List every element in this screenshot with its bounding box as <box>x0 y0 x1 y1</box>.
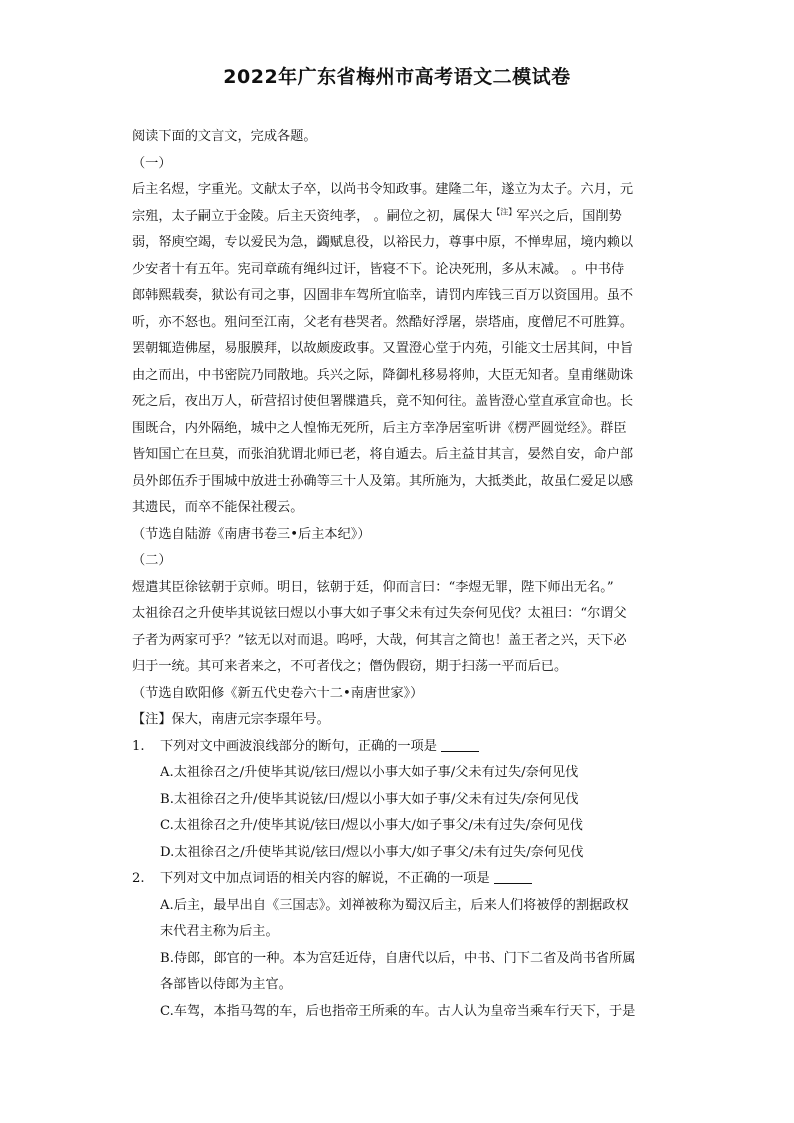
option-c[interactable]: C.太祖徐召之升/使毕其说/铉曰/煜以小事大/如子事父/未有过失/奈何见伐 <box>160 818 583 833</box>
passage-line-text: 宗殂，太子嗣立于金陵。后主天资纯孝， 。嗣位之初，属保大 <box>132 208 493 224</box>
section-label-2: （二） <box>132 553 172 568</box>
passage-line: 后主名煜，字重光。文献太子卒，以尚书令知政事。建隆二年，遂立为太子。六月，元 <box>132 182 634 197</box>
question-stem <box>160 871 532 886</box>
option-c[interactable]: C.车驾，本指马驾的车，后也指帝王所乘的车。古人认为皇帝当乘车行天下，于是 <box>160 1003 636 1019</box>
source-citation-1: （节选自陆游《南唐书卷三•后主本纪》） <box>132 526 371 542</box>
question-2 <box>132 866 672 1025</box>
passage-line: 皆知国亡在旦莫，而张洎犹谓北师已老，将自遁去。后主益甘其言，晏然自安，命户部 <box>132 447 634 462</box>
question-stem-text: 下列对文中加点词语的相关内容的解说，不正确的一项是 <box>160 871 490 886</box>
passage-line: 围既合，内外隔绝，城中之人惶怖无死所，后主方幸净居室听讲《楞严圆觉经》。群臣 <box>132 420 627 436</box>
source-citation-2: （节选自欧阳修《新五代史卷六十二•南唐世家》） <box>132 685 424 701</box>
option-a[interactable]: A.后主，最早出自《三国志》。刘禅被称为蜀汉后主，后来人们将被俘的割据政权 <box>160 897 629 913</box>
option-b-continued: 各部皆以侍郎为主官。 <box>160 977 292 992</box>
question-number: 1. <box>132 738 145 754</box>
passage-line <box>132 204 672 231</box>
passage-line: 听，亦不怒也。殂问至江南，父老有巷哭者。然酷好浮屠，崇塔庙，度僧尼不可胜算。 <box>132 314 634 330</box>
page-title: 2022年广东省梅州市高考语文二模试卷 <box>223 66 571 88</box>
passage-line: 煜遣其臣徐铉朝于京师。明日，铉朝于廷，仰而言曰：“李煜无罪，陛下师出无名。” <box>132 579 614 595</box>
passage-1 <box>132 177 672 522</box>
passage-line: 郎韩熙载奏，狱讼有司之事，囚圄非车驾所宜临幸，请罚内库钱三百万以资国用。虽不 <box>132 288 634 303</box>
passage-line: 其遗民，而卒不能保社稷云。 <box>132 500 304 515</box>
answer-blank[interactable] <box>441 738 479 752</box>
option-b[interactable]: B.侍郎，郎官的一种。本为宫廷近侍，自唐代以后，中书、门下二省及尚书省所属 <box>160 950 636 966</box>
passage-line: 归于一统。其可来者来之，不可者伐之；僭伪假窃，期于扫荡一平而后已。 <box>132 659 568 674</box>
section-label-1: （一） <box>132 155 172 171</box>
question-number: 2. <box>132 871 145 886</box>
passage-line: 弱，帑庾空竭，专以爱民为急，蠲赋息役，以裕民力，尊事中原，不惮卑屈，境内赖以 <box>132 235 634 250</box>
intro-text: 阅读下面的文言文，完成各题。 <box>132 129 317 144</box>
passage-line: 子者为两家可乎？”铉无以对而退。呜呼，大哉，何其言之简也！盖王者之兴，天下必 <box>132 632 627 648</box>
passage-line: 由之而出，中书密院乃同散地。兵兴之际，降御札移易将帅，大臣无知者。皇甫继勋诛 <box>132 367 634 383</box>
footnote-ref: 【注】 <box>492 207 517 217</box>
option-b[interactable]: B.太祖徐召之升/使毕其说铉/曰/煜以小事大如子事/父未有过失/奈何见伐 <box>160 791 579 807</box>
passage-line: 死之后，夜出万人，斫营招讨使但署牒遣兵，竟不知何往。盖皆澄心堂直承宣命也。长 <box>132 394 634 409</box>
passage-line: 太祖徐召之升使毕其说铉曰煜以小事大如子事父未有过失奈何见伐？太祖曰：“尔谓父 <box>132 606 627 621</box>
answer-blank[interactable] <box>494 870 532 884</box>
passage-line-tail: 军兴之后，国削势 <box>516 208 622 224</box>
passage-line: 罢朝辄造佛屋，易服膜拜，以故颇废政事。又置澄心堂于内苑，引能文士居其间，中旨 <box>132 341 634 356</box>
passage-line: 少安者十有五年。宪司章疏有绳纠过讦，皆寝不下。论决死刑，多从末减。 。中书侍 <box>132 261 625 277</box>
footnote: 【注】保大，南唐元宗李璟年号。 <box>132 712 330 727</box>
option-d[interactable]: D.太祖徐召之/升使毕其说/铉曰/煜以小事大/如子事父/未有过失/奈何见伐 <box>160 844 584 860</box>
passage-line: 员外郎伍乔于围城中放进士孙确等三十人及第。其所施为，大抵类此，故虽仁爱足以感 <box>132 473 634 489</box>
option-a-continued: 末代君主称为后主。 <box>160 924 279 939</box>
passage-2 <box>132 575 672 681</box>
option-a[interactable]: A.太祖徐召之/升使毕其说/铉曰/煜以小事大如子事/父未有过失/奈何见伐 <box>160 765 579 780</box>
question-stem-text: 下列对文中画波浪线部分的断句，正确的一项是 <box>160 738 437 754</box>
exam-content <box>132 124 672 1025</box>
question-stem <box>160 739 479 754</box>
question-1 <box>132 734 672 867</box>
